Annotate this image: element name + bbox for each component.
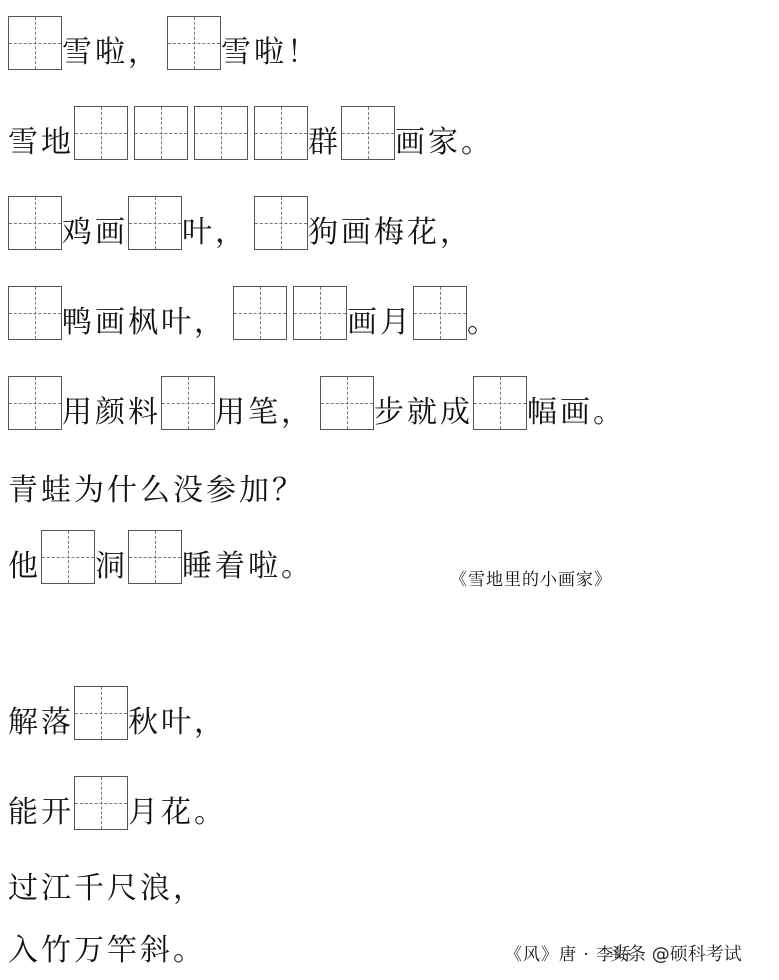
- blank-box[interactable]: [320, 376, 374, 430]
- blank-box[interactable]: [8, 376, 62, 430]
- line-text: 叶，: [182, 215, 248, 250]
- blank-box[interactable]: [8, 286, 62, 340]
- blank-box[interactable]: [254, 196, 308, 250]
- line-5: [8, 372, 626, 430]
- blank-box[interactable]: [74, 686, 128, 740]
- line-text: 鸡画: [62, 215, 128, 250]
- line-text: 秋叶，: [128, 705, 227, 740]
- line-10: [8, 848, 206, 906]
- line-text: 睡着啦。: [182, 549, 314, 584]
- line-text: 画月: [347, 305, 413, 340]
- line-text: 群: [308, 125, 341, 160]
- blank-box[interactable]: [341, 106, 395, 160]
- blank-box[interactable]: [161, 376, 215, 430]
- line-text: 画家。: [395, 125, 494, 160]
- poem-caption: 《雪地里的小画家》: [450, 570, 612, 590]
- line-2: [8, 102, 494, 160]
- blank-box[interactable]: [8, 196, 62, 250]
- blank-box[interactable]: [74, 106, 128, 160]
- line-text: 用颜料: [62, 395, 161, 430]
- blank-box[interactable]: [233, 286, 287, 340]
- line-text: 他: [8, 549, 41, 584]
- line-text: 用笔，: [215, 395, 314, 430]
- line-11: [8, 910, 206, 968]
- blank-box[interactable]: [473, 376, 527, 430]
- line-text: 洞: [95, 549, 128, 584]
- line-7: [8, 526, 314, 584]
- blank-box[interactable]: [194, 106, 248, 160]
- blank-box[interactable]: [293, 286, 347, 340]
- line-text: 步就成: [374, 395, 473, 430]
- blank-box[interactable]: [8, 16, 62, 70]
- line-text: 解落: [8, 705, 74, 740]
- blank-box[interactable]: [74, 776, 128, 830]
- blank-box[interactable]: [128, 196, 182, 250]
- line-text: 鸭画枫叶，: [62, 305, 227, 340]
- blank-box[interactable]: [128, 530, 182, 584]
- line-text: 雪啦，: [62, 35, 161, 70]
- line-text: 雪地: [8, 125, 74, 160]
- line-1: [8, 12, 320, 70]
- blank-box[interactable]: [134, 106, 188, 160]
- line-text: 青蛙为什么没参加？: [8, 473, 305, 508]
- line-9: [8, 772, 227, 830]
- watermark: 头条 @硕科考试: [610, 944, 742, 965]
- line-text: 。: [467, 305, 500, 340]
- line-text: 月花。: [128, 795, 227, 830]
- line-text: 能开: [8, 795, 74, 830]
- line-text: 雪啦！: [221, 35, 320, 70]
- line-text: 幅画。: [527, 395, 626, 430]
- blank-box[interactable]: [413, 286, 467, 340]
- poem-caption: 《风》唐 · 李峤: [505, 945, 633, 965]
- line-6: [8, 450, 305, 508]
- blank-box[interactable]: [254, 106, 308, 160]
- line-text: 过江千尺浪，: [8, 871, 206, 906]
- line-3: [8, 192, 473, 250]
- line-text: 入竹万竿斜。: [8, 933, 206, 968]
- blank-box[interactable]: [167, 16, 221, 70]
- blank-box[interactable]: [41, 530, 95, 584]
- line-8: [8, 682, 227, 740]
- line-4: [8, 282, 500, 340]
- line-text: 狗画梅花，: [308, 215, 473, 250]
